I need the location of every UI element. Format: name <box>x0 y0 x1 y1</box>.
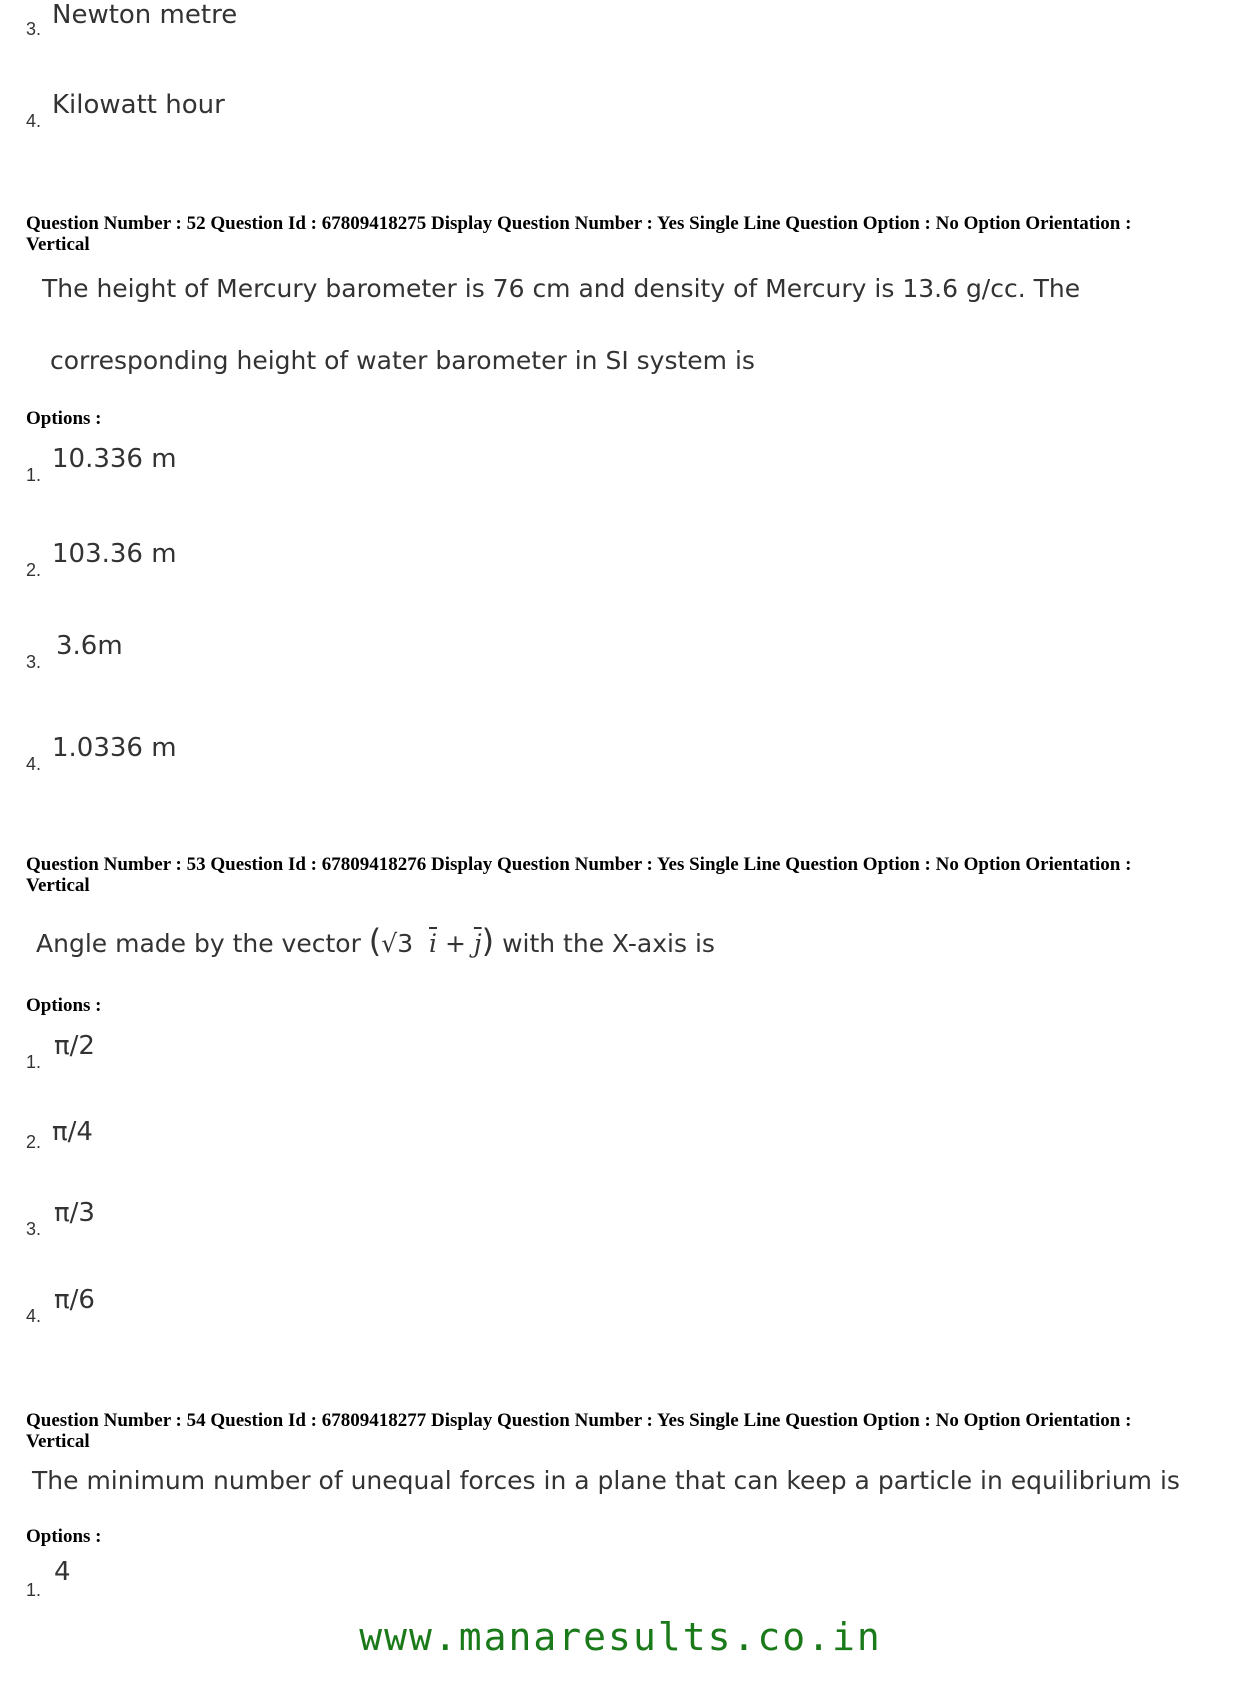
question-53-meta: Question Number : 53 Question Id : 67809418276 Display Question Number : Yes Single Line Question Option : No Option Orientation : Vertical <box>26 854 1132 896</box>
vector-plus: + <box>437 929 474 958</box>
question-53-text-before: Angle made by the vector <box>36 929 369 958</box>
question-54-meta: Question Number : 54 Question Id : 67809418277 Display Question Number : Yes Single Line Question Option : No Option Orientation : Vertical <box>26 1410 1132 1452</box>
question-53-options-label: Options : <box>26 995 102 1016</box>
option-text: 1.0336 m <box>52 733 177 763</box>
question-52-text-line1: The height of Mercury barometer is 76 cm and density of Mercury is 13.6 g/cc. The <box>42 274 1081 303</box>
option-text: 4 <box>54 1557 71 1587</box>
question-53-text-after: with the X-axis is <box>494 929 715 958</box>
option-text: π/6 <box>54 1285 95 1315</box>
vector-open-paren: ( <box>368 922 382 960</box>
option-number: 2. <box>26 560 42 580</box>
option-text: 3.6m <box>56 631 123 661</box>
option-text: π/4 <box>52 1117 93 1147</box>
option-text: π/2 <box>54 1031 95 1061</box>
question-54-options-label: Options : <box>26 1526 102 1547</box>
question-53-text <box>36 922 715 960</box>
vector-j-hat: $\overline{j}$ <box>473 929 482 958</box>
option-text: Kilowatt hour <box>52 90 225 120</box>
option-number: 3. <box>26 19 42 39</box>
option-number: 1. <box>26 465 42 485</box>
vector-sqrt: √3 <box>381 929 414 958</box>
vector-close-paren: ) <box>481 922 495 960</box>
option-number: 4. <box>26 111 42 131</box>
option-number: 3. <box>26 1219 42 1239</box>
option-text: π/3 <box>54 1198 95 1228</box>
question-52-text-line2: corresponding height of water barometer in SI system is <box>50 346 755 375</box>
vector-i-hat: $\overline{i}$ <box>429 929 438 958</box>
option-number: 1. <box>26 1052 42 1072</box>
question-52-meta: Question Number : 52 Question Id : 67809418275 Display Question Number : Yes Single Line Question Option : No Option Orientation : Vertical <box>26 213 1132 255</box>
option-number: 4. <box>26 754 42 774</box>
question-54-text: The minimum number of unequal forces in a plane that can keep a particle in equilibrium is <box>32 1466 1180 1495</box>
option-number: 3. <box>26 652 42 672</box>
option-number: 4. <box>26 1306 42 1326</box>
option-text: 103.36 m <box>52 539 177 569</box>
option-text: Newton metre <box>52 0 238 30</box>
question-52-options-label: Options : <box>26 408 102 429</box>
option-number: 2. <box>26 1132 42 1152</box>
footer-website-link[interactable]: www.manaresults.co.in <box>359 1615 882 1659</box>
option-number: 1. <box>26 1580 42 1600</box>
option-text: 10.336 m <box>52 444 177 474</box>
